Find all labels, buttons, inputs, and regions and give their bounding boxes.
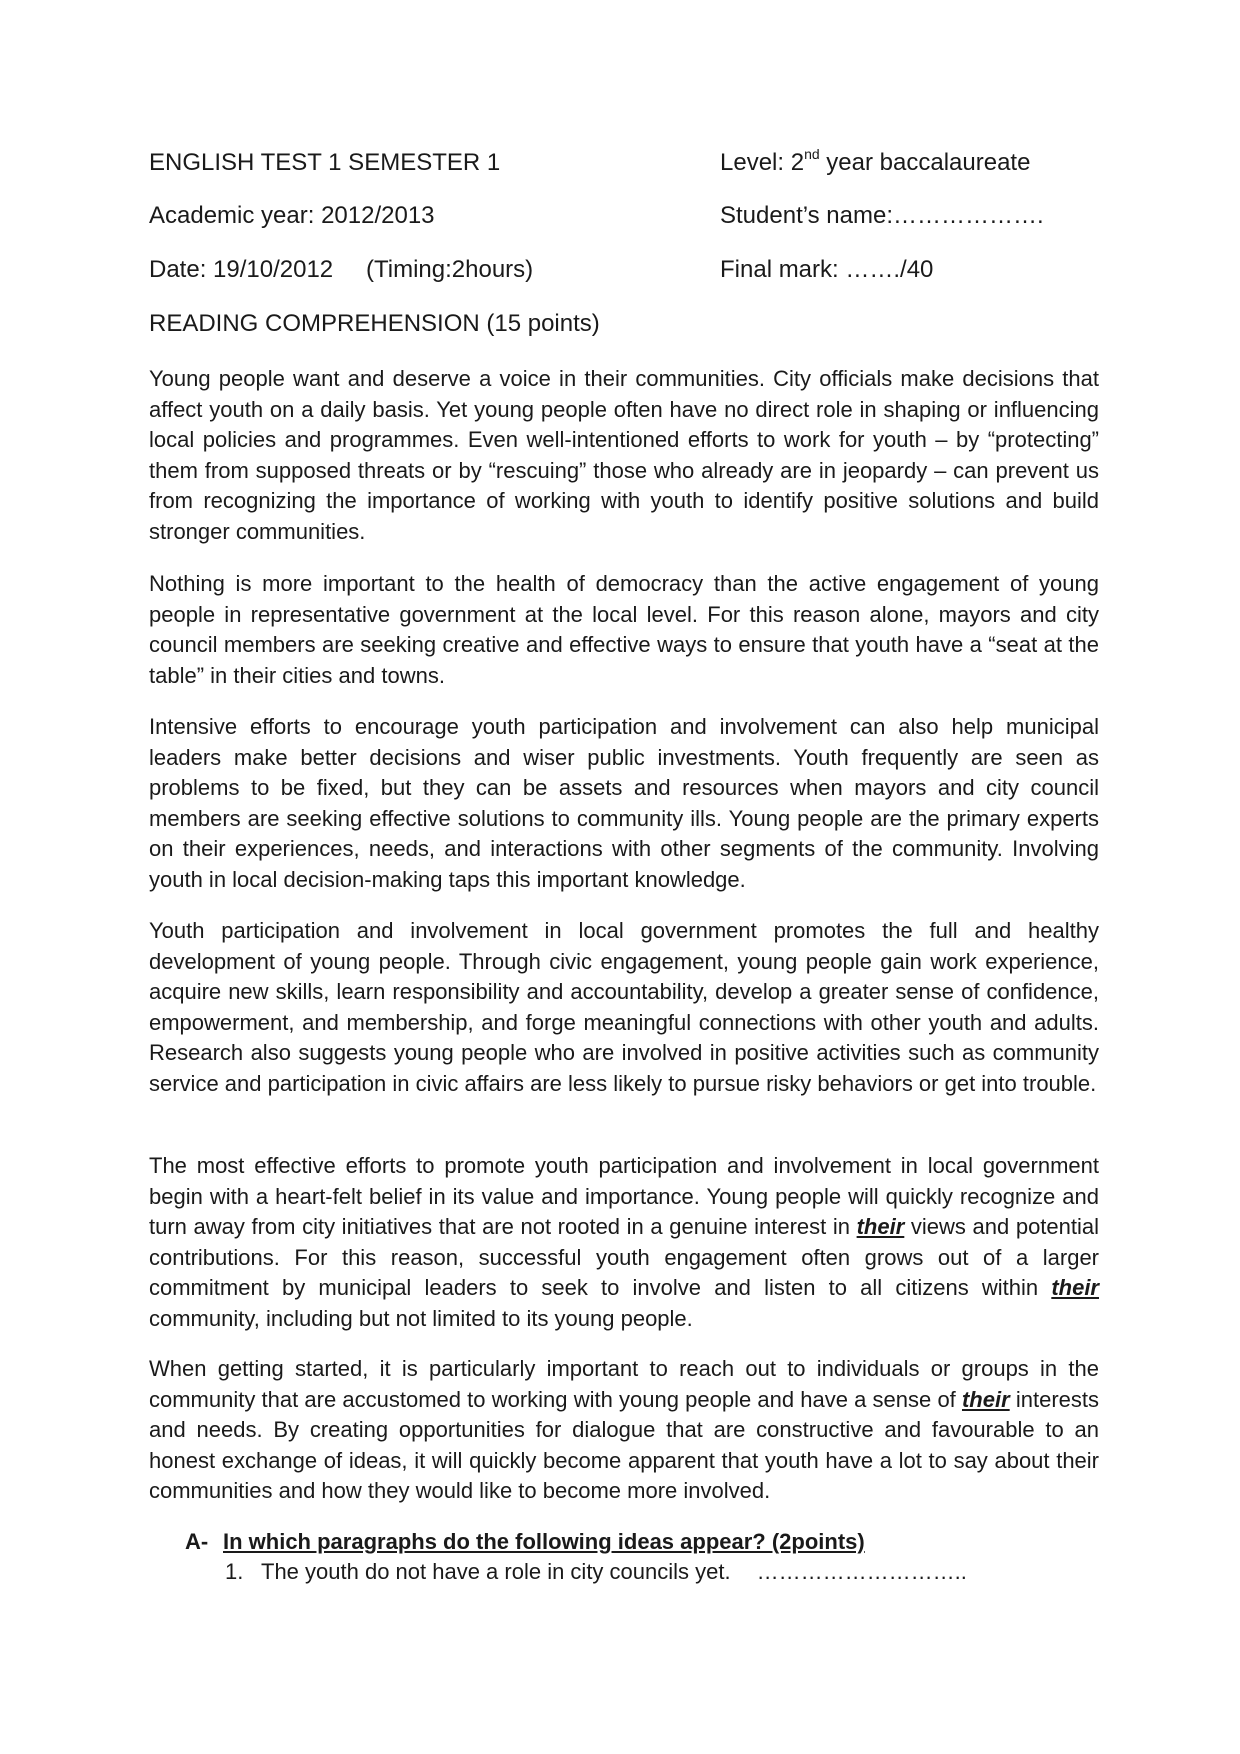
section-title: READING COMPREHENSION (15 points) [149, 310, 600, 337]
highlighted-their-3: their [961, 1386, 1010, 1412]
highlighted-their-1: their [856, 1214, 905, 1239]
paragraph-3: Intensive efforts to encourage youth participation and involvement can also help municipal leaders make better decisions and wiser public investments. Youth frequently are seen as problems to be fixed, but they can be assets and resources when mayors and city council members are seeking effective solutions to community ills. Young people are the primary experts on their experiences, needs, and interactions with other segments of the community. Involving youth in local decision-making taps this important knowledge. [149, 714, 1099, 892]
exam-date: Date: 19/10/2012 [149, 256, 334, 283]
paragraph-6 [149, 1354, 1099, 1507]
highlighted-their-2: their [1051, 1275, 1099, 1300]
answer-blank[interactable]: ……………………….. [756, 1559, 967, 1584]
paragraph-5 [149, 1151, 1099, 1334]
level-prefix: Level: 2 [720, 149, 805, 176]
question-a-label: A- [185, 1529, 209, 1554]
paragraph-6-part-b: interests and needs. By creating opportunities for dialogue that are constructive and favourable to an honest exchange of ideas, it will quickly become apparent that youth have a lot to say about their communities and how they would like to become more involved. [149, 1386, 1099, 1503]
paragraph-1: Young people want and deserve a voice in their communities. City officials make decisions that affect youth on a daily basis. Yet young people often have no direct role in shaping or influencing local policies and programmes. Even well-intentioned efforts to work for youth – by “protecting” them from supposed threats or by “rescuing” those who already are in jeopardy – can prevent us from recognizing the importance of working with youth to identify positive solutions and build stronger communities. [149, 366, 1099, 544]
paragraph-4: Youth participation and involvement in local government promotes the full and healthy development of young people. Through civic engagement, young people gain work experience, acquire new skills, learn responsibility and accountability, develop a greater sense of confidence, empowerment, and membership, and forge meaningful connections with other youth and adults. Research also suggests young people who are involved in positive activities such as community service and participation in civic affairs are less likely to pursue risky behaviors or get into trouble. [149, 918, 1099, 1096]
level-sup: nd [804, 146, 820, 162]
question-a-heading [185, 1527, 865, 1557]
question-item-text: The youth do not have a role in city councils yet. [261, 1559, 731, 1584]
level-suffix: year baccalaureate [819, 149, 1031, 176]
exam-timing: (Timing:2hours) [366, 256, 534, 283]
question-a-title: In which paragraphs do the following ideas appear? (2points) [223, 1529, 865, 1554]
paragraph-6-part-a: When getting started, it is particularly important to reach out to individuals or groups in the community that are accustomed to working with young people and have a sense of [149, 1356, 1099, 1412]
paragraph-5-part-c: community, including but not limited to its young people. [149, 1305, 693, 1331]
paragraph-5-part-b: views and potential contributions. For this reason, successful youth engagement often grows out of a larger commitment by municipal leaders to seek to involve and listen to all citizens within [149, 1214, 1100, 1300]
academic-year: Academic year: 2012/2013 [149, 202, 435, 229]
question-item-number: 1. [225, 1559, 244, 1584]
test-title: ENGLISH TEST 1 SEMESTER 1 [149, 149, 501, 176]
paragraph-5-part-a: The most effective efforts to promote youth participation and involvement in local government begin with a heart-felt belief in its value and importance. Young people will quickly recognize and turn away from city initiatives that are not rooted in a genuine interest in [149, 1153, 1099, 1239]
level [720, 148, 1030, 178]
final-mark-field: Final mark: ……./40 [720, 256, 934, 283]
question-a-item [225, 1557, 967, 1587]
paragraph-2: Nothing is more important to the health of democracy than the active engagement of young people in representative government at the local level. For this reason alone, mayors and city council members are seeking creative and effective ways to ensure that youth have a “seat at the table” in their cities and towns. [149, 571, 1099, 688]
student-name-field: Student’s name:………………. [720, 202, 1044, 229]
